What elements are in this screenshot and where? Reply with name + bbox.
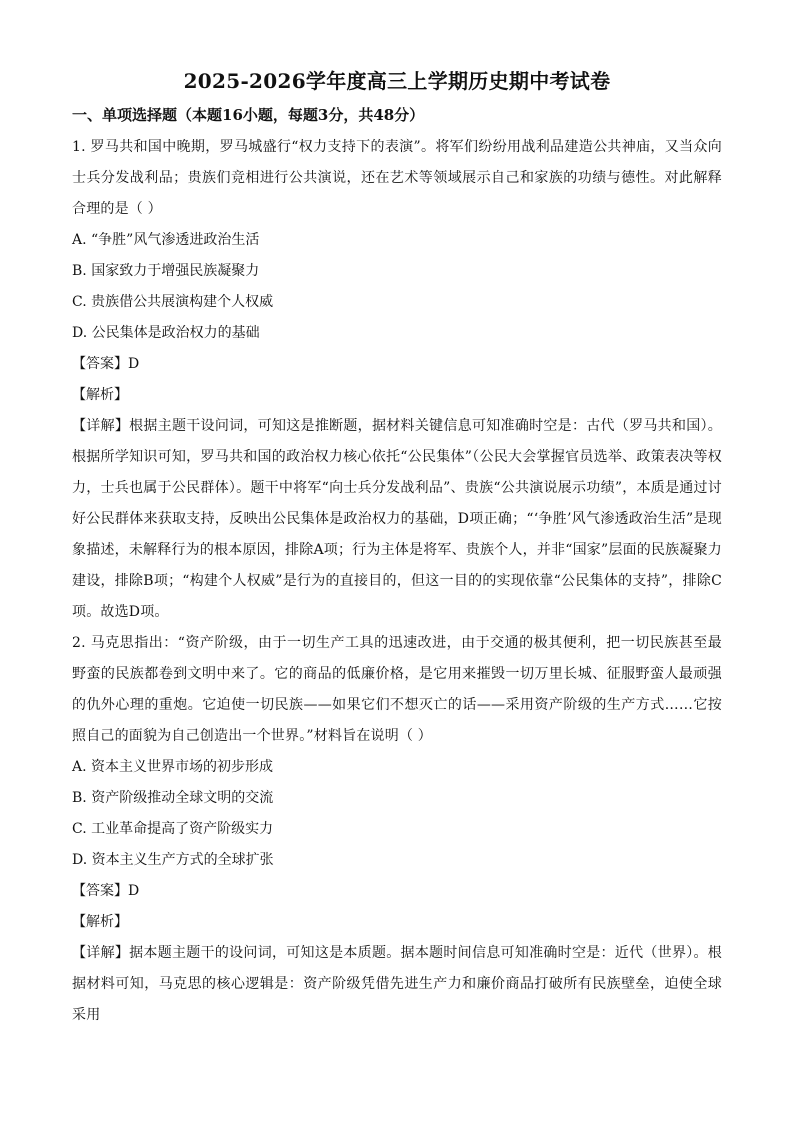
answer-label: 【答案】D — [72, 883, 140, 899]
analysis-label: 【解析】 — [72, 387, 128, 403]
detail-explanation: 【详解】据本题主题干的设问词，可知这是本质题。据本题时间信息可知准确时空是：近代（世界）。根据材料可知，马克思的核心逻辑是：资产阶级凭借先进生产力和廉价商品打破所有民族壁垒，迫使全球采用 — [72, 945, 722, 1023]
option-b: B. 国家致力于增强民族凝聚力 — [72, 263, 260, 279]
analysis-label: 【解析】 — [72, 914, 128, 930]
option-c: C. 工业革命提高了资产阶级实力 — [72, 821, 274, 837]
exam-title: 2025-2026学年度高三上学期历史期中考试卷 — [183, 69, 611, 93]
option-b: B. 资产阶级推动全球文明的交流 — [72, 790, 274, 806]
option-d: D. 公民集体是政治权力的基础 — [72, 325, 260, 341]
option-a: A. “争胜”风气渗透进政治生活 — [72, 232, 260, 248]
question-2 — [72, 628, 722, 1031]
question-stem: 2. 马克思指出：“资产阶级，由于一切生产工具的迅速改进，由于交通的极其便利，把一切民族甚至最野蛮的民族都卷到文明中来了。它的商品的低廉价格，是它用来摧毁一切万里长城、征服野蛮人最顽强的仇外心理的重炮。它迫使一切民族——如果它们不想灭亡的话——采用资产阶级的生产方式……它按照自己的面貌为自己创造出一个世界。”材料旨在说明（ ） — [72, 635, 722, 744]
option-c: C. 贵族借公共展演构建个人权威 — [72, 294, 274, 310]
option-d: D. 资本主义生产方式的全球扩张 — [72, 852, 274, 868]
option-a: A. 资本主义世界市场的初步形成 — [72, 759, 274, 775]
question-1 — [72, 132, 722, 628]
answer-label: 【答案】D — [72, 356, 140, 372]
question-stem: 1. 罗马共和国中晚期，罗马城盛行“权力支持下的表演”。将军们纷纷用战利品建造公共神庙，又当众向士兵分发战利品；贵族们竞相进行公共演说，还在艺术等领域展示自己和家族的功绩与德性。对此解释合理的是（ ） — [72, 139, 722, 217]
detail-explanation: 【详解】根据主题干设问词，可知这是推断题，据材料关键信息可知准确时空是：古代（罗马共和国）。根据所学知识可知，罗马共和国的政治权力核心依托“公民集体”（公民大会掌握官员选举、政策表决等权力，士兵也属于公民群体）。题干中将军“向士兵分发战利品”、贵族“公共演说展示功绩”，本质是通过讨好公民群体来获取支持，反映出公民集体是政治权力的基础，D项正确；“‘争胜’风气渗透政治生活”是现象描述，未解释行为的根本原因，排除A项；行为主体是将军、贵族个人，并非“国家”层面的民族凝聚力建设，排除B项；“构建个人权威”是行为的直接目的，但这一目的的实现依靠“公民集体的支持”，排除C项。故选D项。 — [72, 418, 722, 620]
section-heading: 一、单项选择题（本题16小题，每题3分，共48分） — [72, 106, 425, 124]
